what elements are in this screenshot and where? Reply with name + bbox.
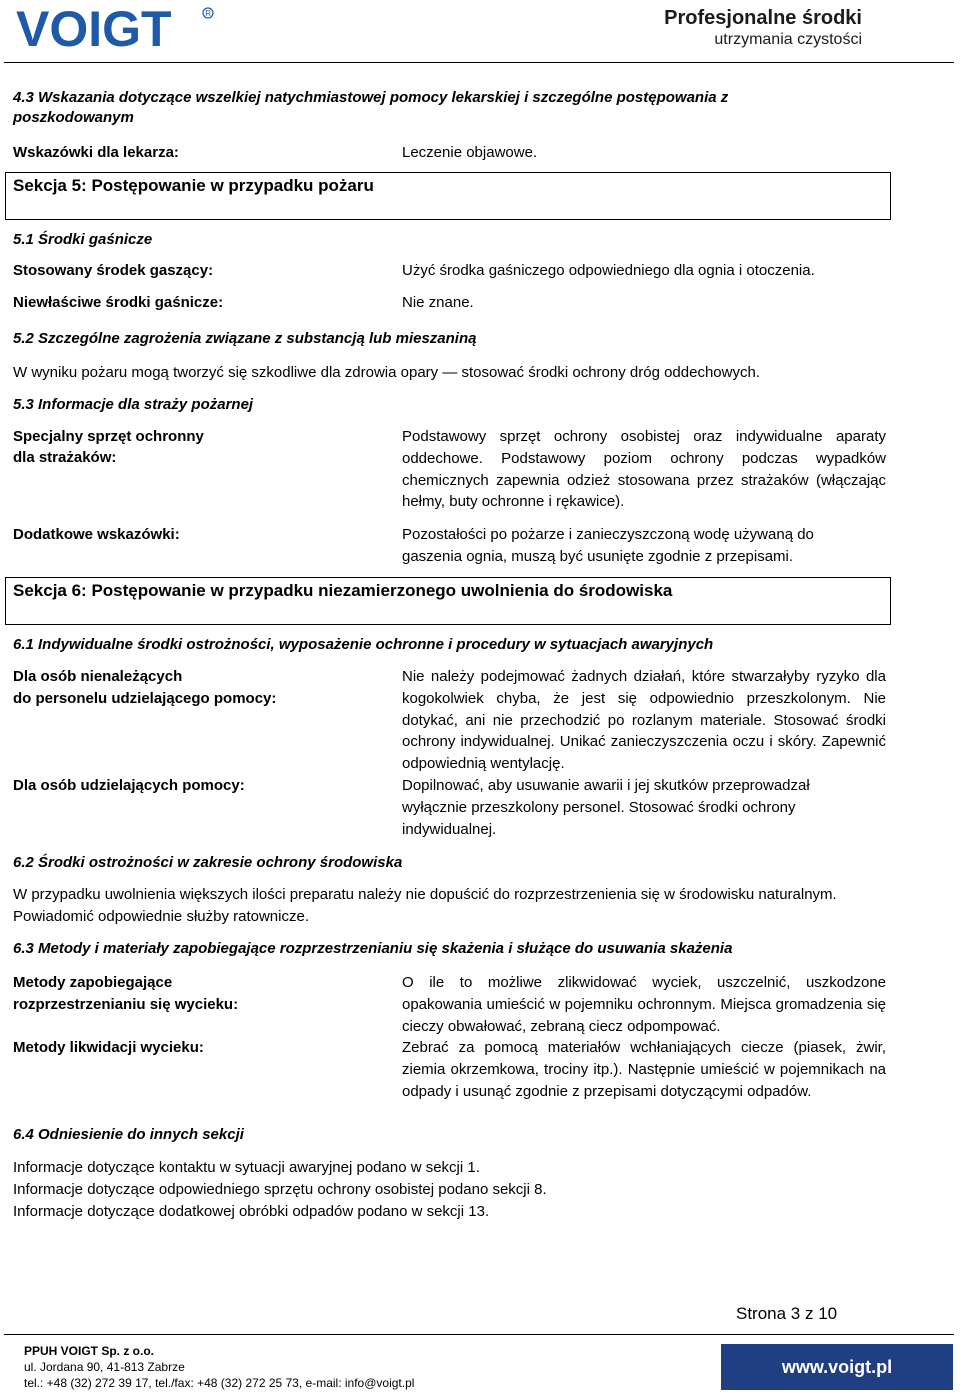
s5-3-value2: Pozostałości po pożarze i zanieczyszczoną wodę używaną do gaszenia ognia, muszą być usunięte zgodnie z przepisami. <box>402 526 814 565</box>
header-tagline-sub: utrzymania czystości <box>714 31 862 48</box>
logo-text: VOIGT <box>16 4 172 50</box>
footer-divider <box>4 1334 954 1335</box>
s5-1-heading: 5.1 Środki gaśnicze <box>13 231 153 248</box>
s4-3-heading-line2: poszkodowanym <box>13 109 134 126</box>
s6-4-line2: Informacje dotyczące odpowiedniego sprzętu ochrony osobistej podano sekcji 8. <box>13 1181 547 1198</box>
s5-3-label1-line1: Specjalny sprzęt ochronny <box>13 428 204 445</box>
s6-1-label2: Dla osób udzielających pomocy: <box>13 777 245 794</box>
s5-3-value1: Podstawowy sprzęt ochrony osobistej oraz indywidualne aparaty oddechowe. Podstawowy poziom ochrony podczas wypadków chemicznych zapewnia odzież stosowana przez strażaków (włączając hełmy, buty ochronne i rękawice). <box>402 428 886 511</box>
footer-contact: tel.: +48 (32) 272 39 17, tel./fax: +48 (32) 272 25 73, e-mail: info@voigt.pl <box>24 1376 415 1390</box>
section6-title: Sekcja 6: Postępowanie w przypadku niezamierzonego uwolnienia do środowiska <box>13 581 673 600</box>
s4-3-heading-line1: 4.3 Wskazania dotyczące wszelkiej natychmiastowej pomocy lekarskiej i szczególne postępowania z <box>13 89 729 106</box>
s6-4-heading: 6.4 Odniesienie do innych sekcji <box>13 1126 244 1143</box>
s5-3-label2: Dodatkowe wskazówki: <box>13 526 180 543</box>
s6-1-label1-line2: do personelu udzielającego pomocy: <box>13 690 277 707</box>
header-tagline-main: Profesjonalne środki <box>664 7 862 29</box>
s6-2-heading: 6.2 Środki ostrożności w zakresie ochrony środowiska <box>13 854 403 871</box>
footer-company: PPUH VOIGT Sp. z o.o. <box>24 1344 155 1358</box>
footer-address: ul. Jordana 90, 41-813 Zabrze <box>24 1360 185 1374</box>
s4-3-value: Leczenie objawowe. <box>402 144 538 161</box>
s6-3-label2: Metody likwidacji wycieku: <box>13 1039 204 1056</box>
s5-1-row2-label: Niewłaściwe środki gaśnicze: <box>13 294 224 311</box>
s6-3-label1-line1: Metody zapobiegające <box>13 974 173 991</box>
s6-4-line1: Informacje dotyczące kontaktu w sytuacji awaryjnej podano w sekcji 1. <box>13 1159 480 1176</box>
footer-url-link[interactable]: www.voigt.pl <box>721 1344 953 1390</box>
s6-1-value1: Nie należy podejmować żadnych działań, które stwarzałyby ryzyko dla kogokolwiek chyba, że jest się odpowiednio przeszkolonym. Nie dotykać, ani nie przechodzić po rozlanym materiale. Stosować środki ochrony indywidualnej. Unikać zanieczyszczenia oczu i skóry. Zapewnić odpowiednią wentylację. <box>402 668 886 773</box>
s6-3-heading: 6.3 Metody i materiały zapobiegające rozprzestrzenianiu się skażenia i służące do usuwania skażenia <box>13 940 733 957</box>
s6-3-label1-line2: rozprzestrzenianiu się wycieku: <box>13 996 239 1013</box>
s6-1-value2: Dopilnować, aby usuwanie awarii i jej skutków przeprowadzał wyłącznie przeszkolony personel. Stosować środki ochrony indywidualnej. <box>402 777 810 838</box>
s5-3-label1-line2: dla strażaków: <box>13 449 117 466</box>
s6-1-label1-line1: Dla osób nienależących <box>13 668 183 685</box>
s5-3-heading: 5.3 Informacje dla straży pożarnej <box>13 396 254 413</box>
page-number: Strona 3 z 10 <box>736 1304 838 1323</box>
s4-3-label: Wskazówki dla lekarza: <box>13 144 179 161</box>
s5-1-row1-value: Użyć środka gaśniczego odpowiedniego dla ognia i otoczenia. <box>402 262 815 279</box>
s5-2-text: W wyniku pożaru mogą tworzyć się szkodliwe dla zdrowia opary — stosować środki ochrony dróg oddechowych. <box>13 364 760 381</box>
svg-text:R: R <box>205 9 212 18</box>
voigt-logo <box>14 4 214 50</box>
header-divider <box>4 62 954 63</box>
s6-2-text: W przypadku uwolnienia większych ilości preparatu należy nie dopuścić do rozprzestrzenienia się w środowisku naturalnym. Powiadomić odpowiednie służby ratownicze. <box>13 886 837 925</box>
s5-1-row1-label: Stosowany środek gaszący: <box>13 262 214 279</box>
s6-3-value1: O ile to możliwe zlikwidować wyciek, uszczelnić, uszkodzone opakowania umieścić w pojemniku ochronnym. Miejsca gromadzenia się cieczy obwałować, zebraną ciecz odpompować. <box>402 974 886 1035</box>
s6-1-heading: 6.1 Indywidualne środki ostrożności, wyposażenie ochronne i procedury w sytuacjach awaryjnych <box>13 636 714 653</box>
s6-3-value2: Zebrać za pomocą materiałów wchłaniających ciecze (piasek, żwir, ziemia okrzemkowa, trociny itp.). Następnie umieścić w pojemnikach na odpady i usunąć zgodnie z przepisami dotyczącymi odpadów. <box>402 1039 886 1100</box>
section5-title: Sekcja 5: Postępowanie w przypadku pożaru <box>13 176 374 195</box>
s5-1-row2-value: Nie znane. <box>402 294 474 311</box>
s6-4-line3: Informacje dotyczące dodatkowej obróbki odpadów podano w sekcji 13. <box>13 1203 490 1220</box>
s5-2-heading: 5.2 Szczególne zagrożenia związane z substancją lub mieszaniną <box>13 330 477 347</box>
